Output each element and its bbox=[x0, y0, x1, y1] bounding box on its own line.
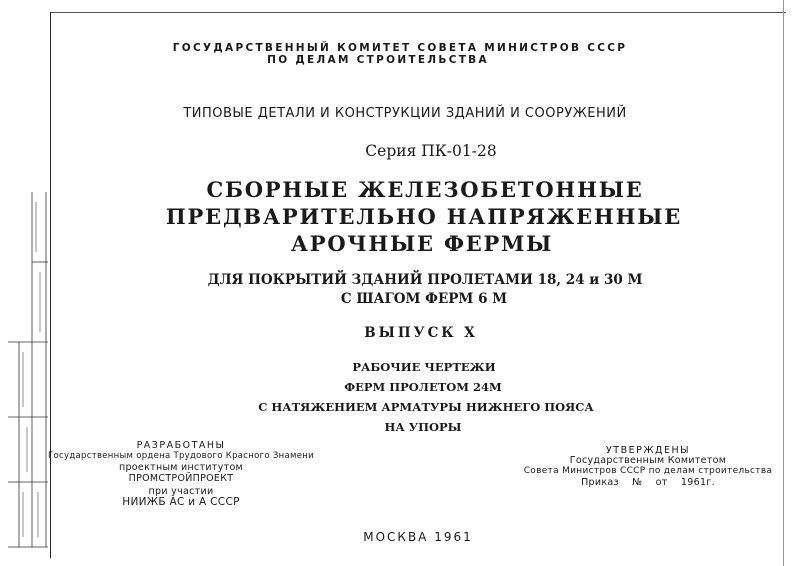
developed-line-3: ПРОМСТРОЙПРОЕКТ bbox=[128, 473, 234, 484]
approved-line-2: Совета Министров СССР по делам строительства bbox=[523, 466, 773, 476]
developed-line-1: Государственным ордена Трудового Красного Знамени bbox=[48, 451, 314, 461]
content-line-1: РАБОЧИЕ ЧЕРТЕЖИ bbox=[352, 360, 496, 374]
content-line-2: ФЕРМ ПРОЛЕТОМ 24М bbox=[344, 380, 502, 394]
developed-line-2: проектным институтом bbox=[118, 462, 244, 473]
approved-heading: УТВЕРЖДЕНЫ bbox=[605, 445, 691, 456]
title-line-1: СБОРНЫЕ ЖЕЛЕЗОБЕТОННЫЕ bbox=[206, 177, 644, 202]
margin-stamp bbox=[8, 192, 56, 552]
approved-line-1: Государственным Комитетом bbox=[569, 455, 727, 466]
subtitle-line-1: ДЛЯ ПОКРЫТИЙ ЗДАНИЙ ПРОЛЕТАМИ 18, 24 и 30 М bbox=[207, 272, 643, 288]
committee-subtitle: ПО ДЕЛАМ СТРОИТЕЛЬСТВА bbox=[267, 54, 489, 66]
title-line-2: ПРЕДВАРИТЕЛЬНО НАПРЯЖЕННЫЕ bbox=[165, 204, 683, 229]
developed-heading: РАЗРАБОТАНЫ bbox=[136, 440, 226, 451]
issue-number: ВЫПУСК Х bbox=[364, 325, 478, 341]
committee-name: ГОСУДАРСТВЕННЫЙ КОМИТЕТ СОВЕТА МИНИСТРОВ СССР bbox=[172, 42, 628, 54]
subtitle-line-2: С ШАГОМ ФЕРМ 6 М bbox=[340, 291, 508, 307]
sheet-edge bbox=[783, 0, 784, 566]
series-label: Серия ПК-01-28 bbox=[365, 142, 497, 160]
content-line-3: С НАТЯЖЕНИЕМ АРМАТУРЫ НИЖНЕГО ПОЯСА bbox=[258, 400, 594, 414]
developed-line-4: при участии bbox=[148, 486, 214, 497]
title-line-3: АРОЧНЫЕ ФЕРМЫ bbox=[290, 231, 554, 256]
approval-order: Приказ № от 1961г. bbox=[581, 477, 715, 488]
footer-city-year: МОСКВА 1961 bbox=[363, 530, 473, 544]
developed-line-5: НИИЖБ АС и А СССР bbox=[122, 496, 240, 508]
category-label: ТИПОВЫЕ ДЕТАЛИ И КОНСТРУКЦИИ ЗДАНИЙ И СООРУЖЕНИЙ bbox=[183, 106, 627, 121]
content-line-4: НА УПОРЫ bbox=[384, 420, 462, 434]
